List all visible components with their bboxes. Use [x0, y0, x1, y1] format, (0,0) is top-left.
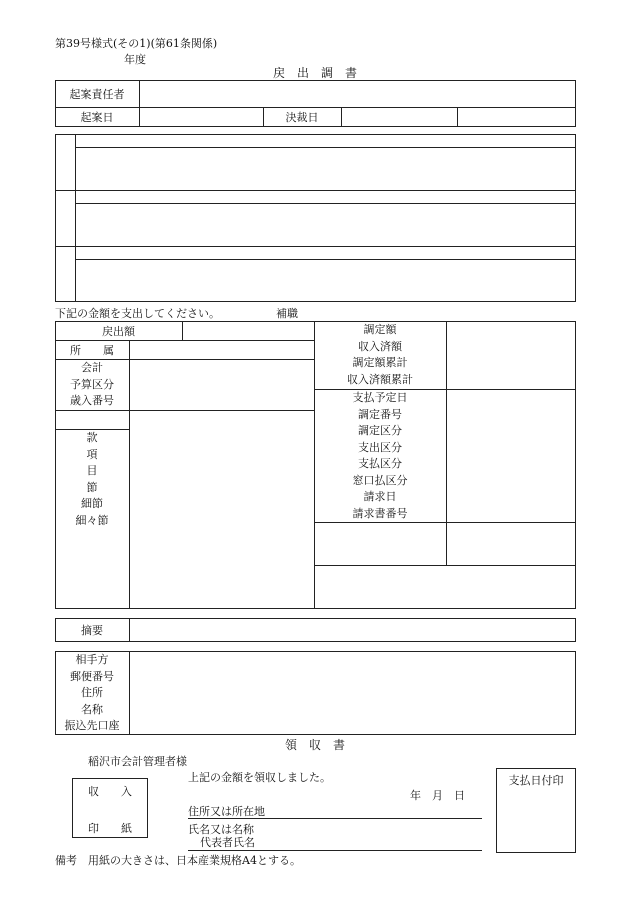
- summary-label: 摘要: [81, 624, 103, 637]
- receipt-date-line: 年 月 日: [410, 789, 465, 802]
- draft-date-field[interactable]: [140, 108, 262, 126]
- amount-label: 戻出額: [102, 325, 135, 338]
- name-label: 名称: [81, 702, 103, 716]
- department-field[interactable]: [130, 341, 313, 358]
- amount-field[interactable]: [183, 322, 313, 339]
- counter-payment-label: 窓口払区分: [352, 473, 408, 487]
- account-field[interactable]: [130, 360, 313, 409]
- decision-date-label: 決裁日: [285, 111, 319, 124]
- fiscal-year-label: 年度: [124, 53, 146, 66]
- kou-label: 項: [86, 447, 98, 461]
- footer-note: 備考 用紙の大きさは、日本産業規格A4とする。: [55, 854, 301, 867]
- moku-label: 目: [86, 464, 98, 477]
- approval-stamp-area: [55, 134, 576, 302]
- form-number: 第39号様式(その1)(第61条関係): [55, 37, 218, 50]
- assessment-labels: [314, 322, 446, 388]
- summary-field[interactable]: [130, 619, 575, 641]
- address-line-label: 住所又は所在地: [188, 805, 265, 818]
- assistant-label: 補職: [276, 307, 298, 320]
- payment-date-label: 支払予定日: [352, 391, 408, 404]
- originator-label: 起案責任者: [69, 88, 125, 101]
- name-line-label: 氏名又は名称: [188, 823, 254, 836]
- receipt-statement: 上記の金額を領収しました。: [188, 771, 331, 784]
- payee-labels: [55, 652, 129, 735]
- assessment-number-label: 調定番号: [358, 407, 402, 421]
- saisaisetsu-label: 細々節: [75, 513, 109, 527]
- account-label: 会計: [81, 361, 103, 374]
- assessment-category-label: 調定区分: [358, 424, 402, 437]
- revenue-number-label: 歳入番号: [70, 394, 114, 407]
- budget-labels: [55, 430, 129, 529]
- invoice-date-label: 請求日: [363, 490, 397, 503]
- payee-label: 相手方: [75, 653, 109, 666]
- expenditure-category-label: 支出区分: [358, 440, 402, 454]
- department-label: 所 属: [70, 344, 114, 357]
- draft-date-label: 起案日: [80, 111, 114, 124]
- bank-account-label: 振込先口座: [64, 719, 120, 732]
- saisetsu-label: 細節: [81, 497, 103, 510]
- postal-code-label: 郵便番号: [70, 669, 114, 683]
- setsu-label: 節: [86, 480, 98, 494]
- payee-field[interactable]: [130, 652, 575, 734]
- payment-labels: [314, 390, 446, 522]
- payment-field[interactable]: [447, 390, 575, 521]
- budget-field[interactable]: [130, 411, 313, 608]
- assessed-total-label: 調定額累計: [352, 356, 408, 369]
- payment-category-label: 支払区分: [358, 457, 402, 470]
- address-label: 住所: [81, 686, 103, 699]
- kan-label: 款: [86, 431, 98, 444]
- received-total-label: 収入済額累計: [347, 372, 413, 386]
- assessed-amount-label: 調定額: [363, 323, 397, 336]
- invoice-number-label: 請求書番号: [352, 506, 408, 520]
- receipt-addressee: 稲沢市会計管理者様: [88, 755, 187, 768]
- account-labels: [55, 360, 129, 410]
- page-title: 戻 出 調 書: [272, 66, 357, 80]
- stamp-line-2: 印 紙: [88, 822, 132, 835]
- budget-category-label: 予算区分: [70, 377, 114, 391]
- pay-request-text: 下記の金額を支出してください。: [55, 307, 220, 320]
- assessment-field[interactable]: [447, 322, 575, 388]
- representative-label: 代表者氏名: [200, 836, 255, 849]
- payment-stamp-label: 支払日付印: [508, 774, 564, 787]
- receipt-title: 領 収 書: [284, 738, 345, 752]
- stamp-line-1: 収 入: [88, 785, 132, 798]
- received-amount-label: 収入済額: [358, 339, 402, 353]
- decision-date-field[interactable]: [342, 108, 456, 126]
